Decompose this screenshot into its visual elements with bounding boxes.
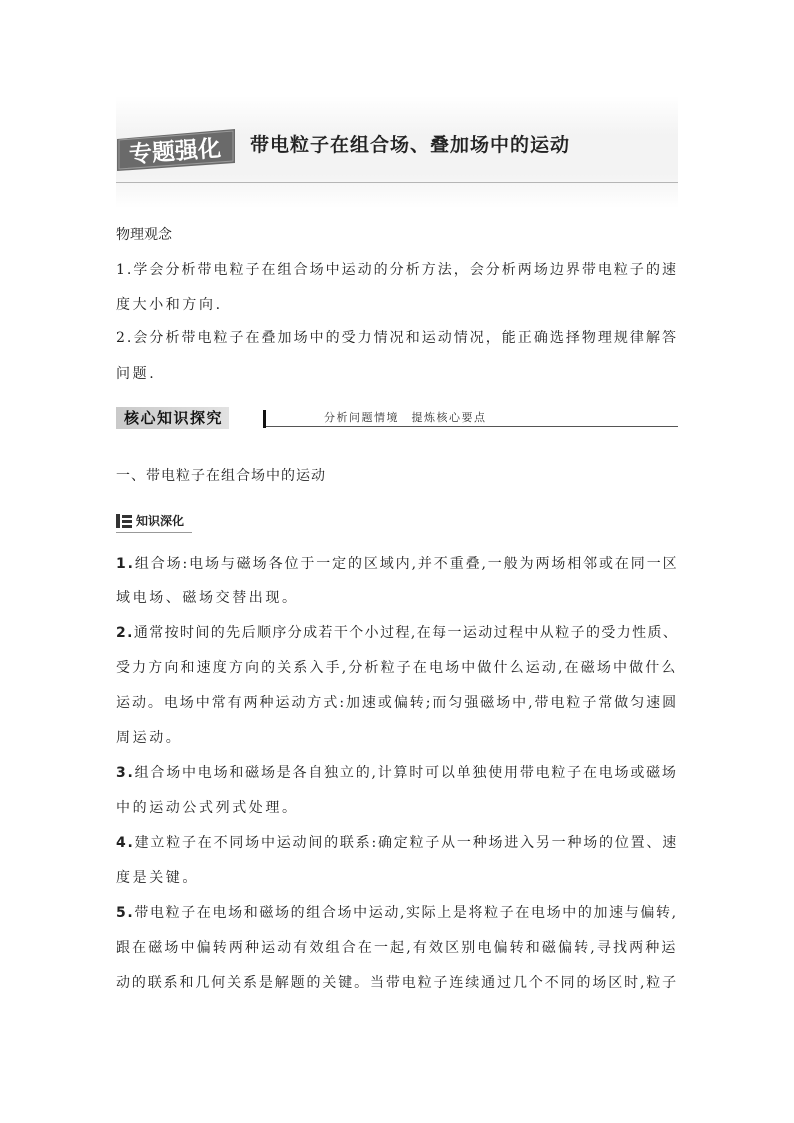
point-4: [116, 833, 678, 853]
point-5-cont: 动的联系和几何关系是解题的关键。当带电粒子连续通过几个不同的场区时,粒子: [116, 975, 679, 991]
point-5-cont: 跟在磁场中偏转两种运动有效组合在一起,有效区别电偏转和磁偏转,寻找两种运: [116, 940, 678, 956]
point-text: 组合场中电场和磁场是各自独立的,计算时可以单独使用带电粒子在电场或磁场: [134, 765, 678, 781]
point-text: 通常按时间的先后顺序分成若干个小过程,在每一运动过程中从粒子的受力性质、: [133, 625, 679, 641]
point-num: 1.: [116, 556, 135, 572]
objective-num: 1.: [116, 262, 134, 278]
section-line: [266, 426, 678, 427]
objective-text: 会分析带电粒子在叠加场中的受力情况和运动情况，能正确选择物理规律解答: [133, 330, 678, 346]
objectives-heading: 物理观念: [116, 227, 172, 243]
header-rule: [116, 182, 678, 183]
point-num: 5.: [116, 905, 135, 921]
point-3-cont: 中的运动公式列式处理。: [116, 800, 299, 816]
point-2-cont: 周运动。: [116, 730, 183, 746]
point-text: 建立粒子在不同场中运动间的联系:确定粒子从一种场进入另一种场的位置、速: [134, 835, 678, 851]
page-title: 带电粒子在组合场、叠加场中的运动: [250, 134, 571, 156]
section-bar: [116, 407, 678, 429]
objective-text: 学会分析带电粒子在组合场中运动的分析方法，会分析两场边界带电粒子的速: [133, 262, 678, 278]
point-1: [116, 554, 678, 574]
point-2: [116, 623, 678, 643]
point-3: [116, 763, 678, 783]
point-2-cont: 受力方向和速度方向的关系入手,分析粒子在电场中做什么运动,在磁场中做什么: [116, 660, 678, 676]
point-num: 2.: [116, 625, 134, 641]
objective-num: 2.: [116, 330, 134, 346]
subsection-heading: [116, 512, 184, 530]
subsection-label: 知识深化: [136, 514, 185, 528]
point-num: 4.: [116, 835, 135, 851]
point-4-cont: 度是关键。: [116, 870, 199, 886]
topic-tag-text: 专题强化: [128, 135, 222, 169]
point-2-cont: 运动。电场中常有两种运动方式:加速或偏转;而匀强磁场中,带电粒子常做匀速圆: [116, 695, 679, 711]
topic-title: 一、带电粒子在组合场中的运动: [116, 468, 326, 484]
point-num: 3.: [116, 765, 135, 781]
objective-item-2-cont: 问题.: [116, 366, 157, 382]
objective-item-2: [116, 328, 678, 348]
section-label: 核心知识探究: [116, 407, 229, 429]
subsection-rule: [116, 532, 192, 533]
point-text: 组合场:电场与磁场各位于一定的区域内,并不重叠,一般为两场相邻或在同一区: [134, 556, 679, 572]
objective-item-1-cont: 度大小和方向.: [116, 297, 223, 313]
point-5: [116, 903, 678, 923]
point-text: 带电粒子在电场和磁场的组合场中运动,实际上是将粒子在电场中的加速与偏转,: [134, 905, 678, 921]
section-subtitle: 分析问题情境 提炼核心要点: [324, 411, 487, 424]
topic-tag-badge: [117, 129, 235, 171]
point-1-cont: 域电场、磁场交替出现。: [116, 590, 299, 606]
list-icon: [116, 514, 132, 528]
objective-item-1: [116, 260, 678, 280]
